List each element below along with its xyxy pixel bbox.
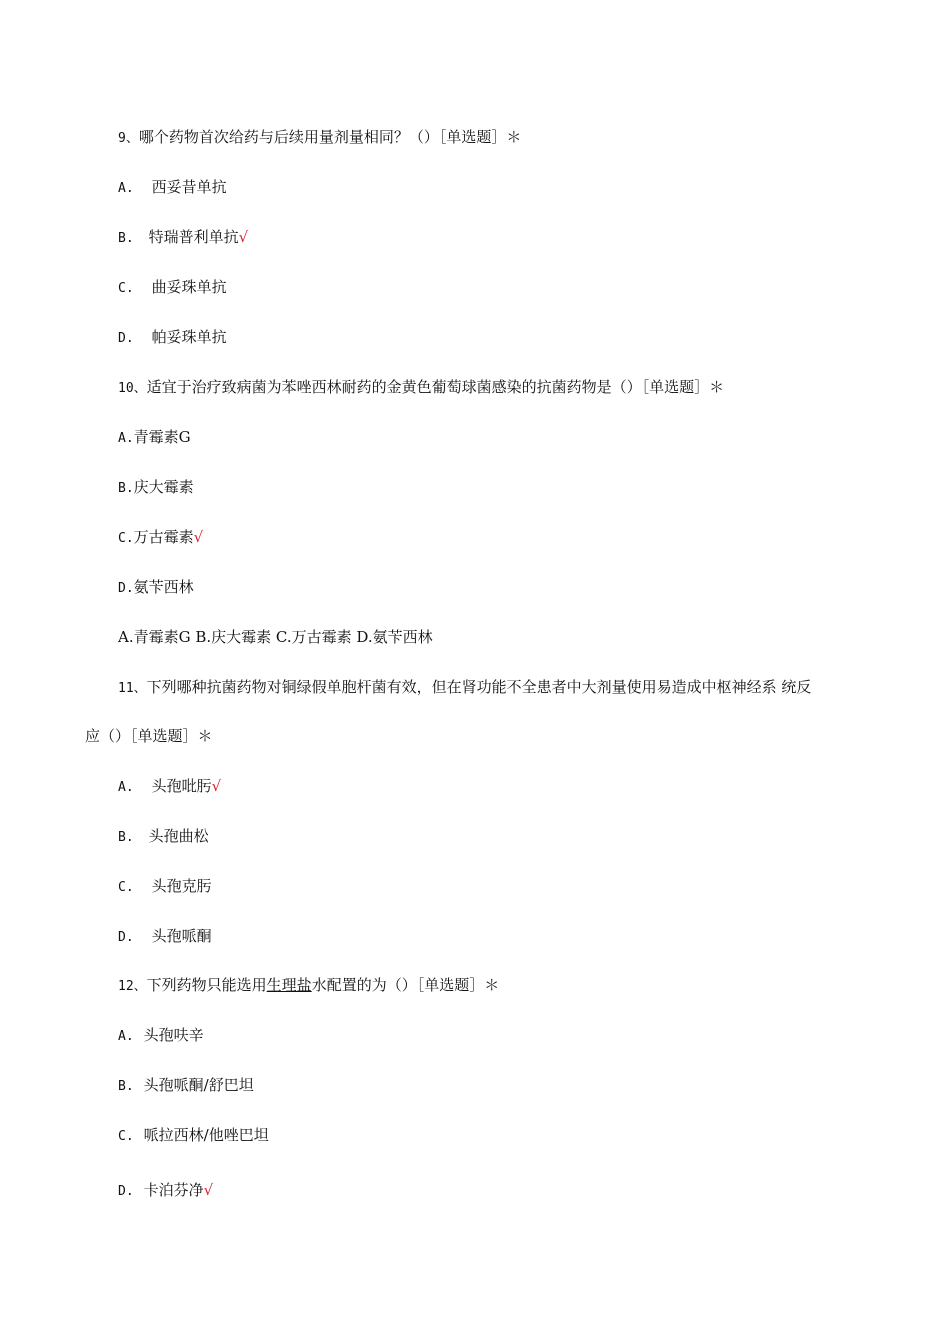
correct-check-icon: √: [238, 228, 249, 246]
q10-option-c[interactable]: [118, 527, 203, 549]
q11-option-a[interactable]: [118, 776, 221, 798]
option-text: 头孢哌酮/舒巴坦: [143, 1076, 254, 1094]
option-text: 西妥昔单抗: [151, 178, 227, 196]
q10-option-a[interactable]: [118, 427, 191, 449]
option-letter: C.: [118, 1129, 134, 1144]
option-text: 庆大霉素: [133, 478, 194, 496]
option-letter: B.: [118, 481, 134, 496]
option-text: 头孢呋辛: [143, 1026, 204, 1044]
question-text-tail: 水配置的为（）［单选题］＊: [311, 976, 500, 994]
q10-option-b[interactable]: [118, 477, 194, 499]
option-text: 帕妥珠单抗: [151, 328, 227, 346]
question-12-stem: [118, 975, 499, 997]
question-number: 9、: [118, 131, 139, 146]
q12-option-a[interactable]: [118, 1025, 204, 1047]
question-number: 10、: [118, 381, 147, 396]
question-number: 11、: [118, 681, 147, 696]
option-text: 头孢哌酮: [151, 927, 212, 945]
option-letter: A.: [118, 780, 134, 795]
option-letter: A.: [118, 431, 134, 446]
question-11-stem-continued: [85, 726, 213, 746]
q11-option-b[interactable]: [118, 826, 209, 848]
q9-option-a[interactable]: [118, 177, 227, 199]
q9-option-d[interactable]: [118, 327, 227, 349]
question-text: 下列哪种抗菌药物对铜绿假单胞杆菌有效，但在肾功能不全患者中大剂量使用易造成中枢神经系 统反: [146, 678, 812, 696]
option-letter: B.: [118, 231, 134, 246]
q9-option-c[interactable]: [118, 277, 227, 299]
option-letter: A.: [118, 181, 134, 196]
question-10-stem: [118, 377, 724, 399]
q9-option-b[interactable]: [118, 227, 248, 249]
q10-options-summary: [118, 627, 433, 647]
underlined-term: 生理盐: [266, 976, 312, 994]
option-letter: B.: [118, 830, 134, 845]
question-text: 哪个药物首次给药与后续用量剂量相同？（）［单选题］＊: [138, 128, 522, 146]
option-letter: B.: [118, 1079, 134, 1094]
correct-check-icon: √: [211, 777, 222, 795]
question-11-stem: [118, 677, 811, 699]
option-letter: C.: [118, 281, 134, 296]
option-text: 头孢吡肟: [151, 777, 212, 795]
correct-check-icon: √: [193, 528, 204, 546]
option-text: 头孢曲松: [148, 827, 209, 845]
question-text: 下列药物只能选用: [146, 976, 267, 994]
option-text: 氨苄西林: [133, 578, 194, 596]
q12-option-b[interactable]: [118, 1075, 254, 1097]
q10-option-d[interactable]: [118, 577, 194, 599]
option-letter: C.: [118, 531, 134, 546]
q12-option-c[interactable]: [118, 1125, 269, 1147]
option-text: 卡泊芬净: [143, 1181, 204, 1199]
question-number: 12、: [118, 979, 147, 994]
option-text: 曲妥珠单抗: [151, 278, 227, 296]
option-text: 特瑞普利单抗: [148, 228, 239, 246]
summary-text: A.青霉素G B.庆大霉素 C.万古霉素 D.氨苄西林: [118, 628, 433, 646]
option-letter: C.: [118, 880, 134, 895]
option-text: 哌拉西林/他唑巴坦: [143, 1126, 269, 1144]
option-letter: D.: [118, 331, 134, 346]
question-text: 适宜于治疗致病菌为苯唑西林耐药的金黄色葡萄球菌感染的抗菌药物是（）［单选题］＊: [146, 378, 725, 396]
option-letter: D.: [118, 930, 134, 945]
q11-option-d[interactable]: [118, 926, 212, 948]
option-letter: D.: [118, 1184, 134, 1199]
option-text: 头孢克肟: [151, 877, 212, 895]
option-text: 万古霉素: [133, 528, 194, 546]
option-text: 青霉素G: [133, 428, 191, 446]
question-text: 应（）［单选题］＊: [85, 727, 213, 745]
correct-check-icon: √: [203, 1181, 214, 1199]
question-9-stem: [118, 127, 521, 149]
option-letter: A.: [118, 1029, 134, 1044]
option-letter: D.: [118, 581, 134, 596]
q12-option-d[interactable]: [118, 1180, 213, 1202]
q11-option-c[interactable]: [118, 876, 212, 898]
